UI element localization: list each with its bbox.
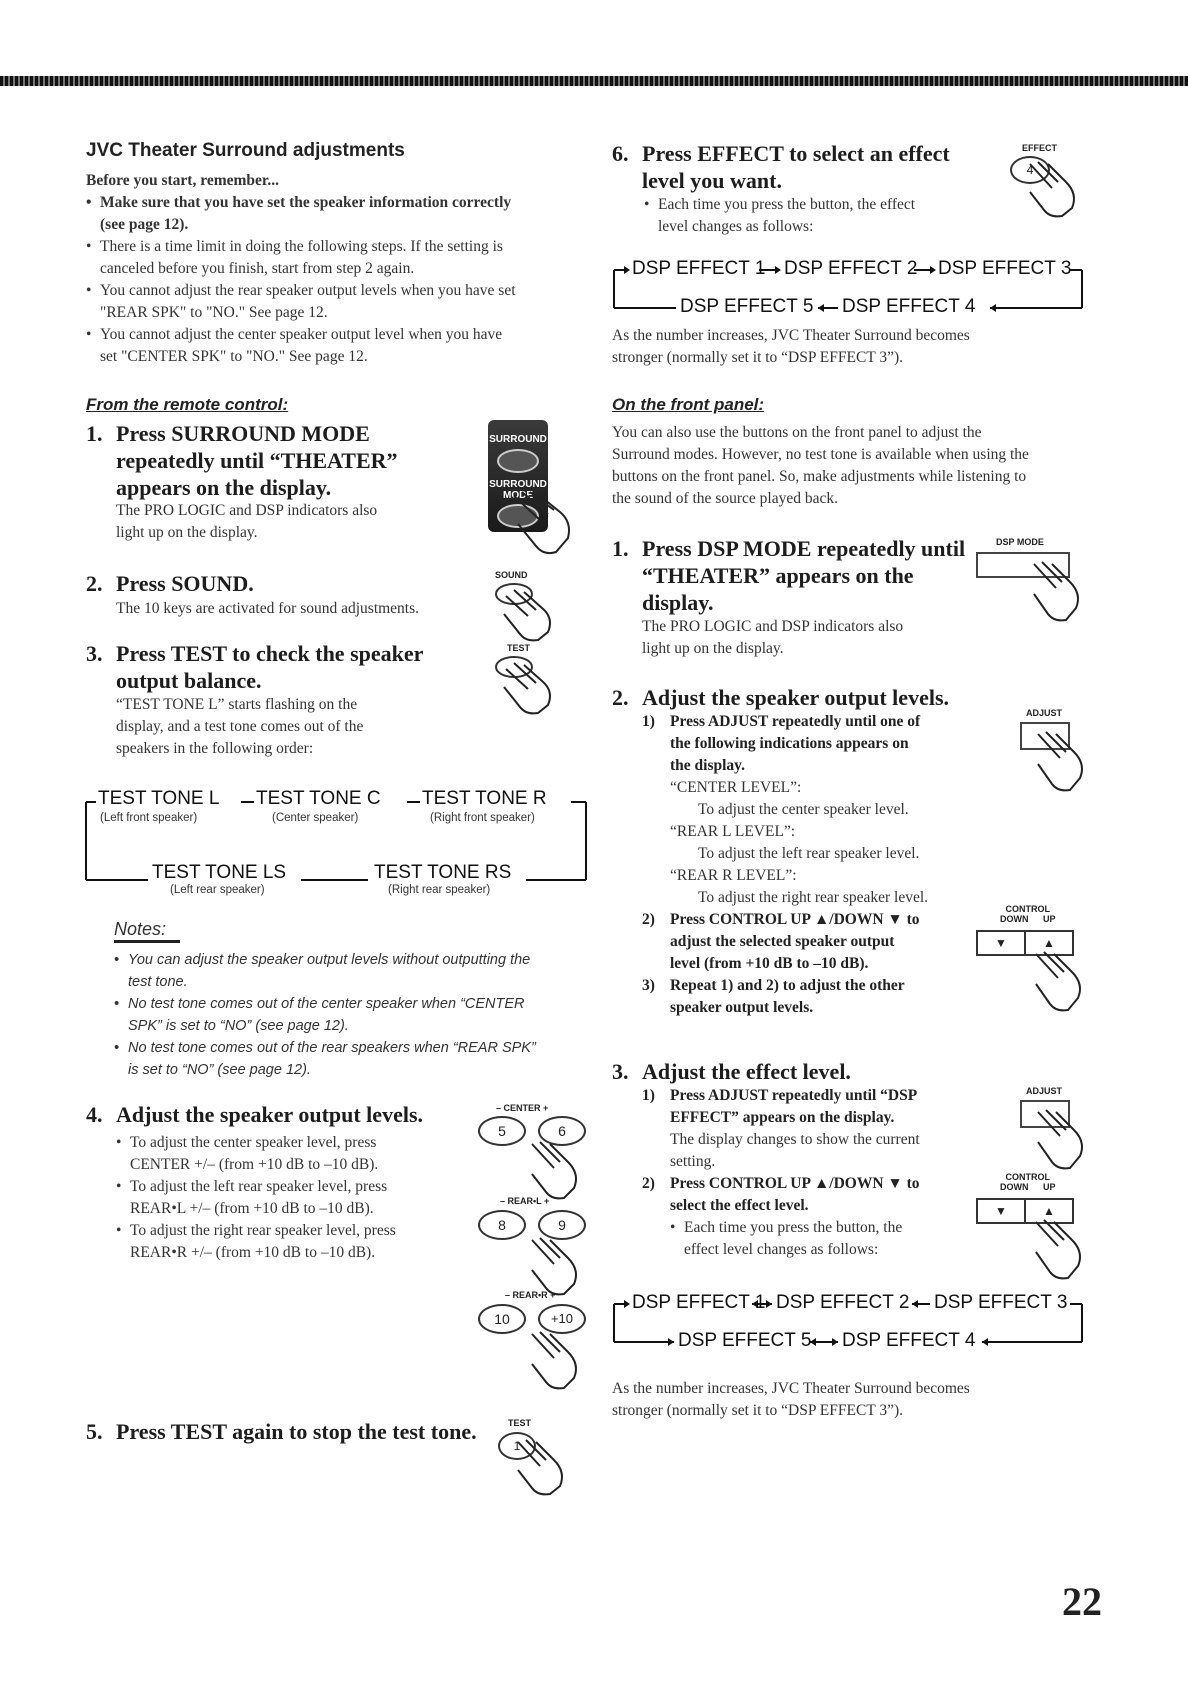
step-1 bbox=[86, 420, 486, 501]
front-step-3-sub-2: 2) Press CONTROL UP ▲/DOWN ▼ to select the effect level. bbox=[642, 1175, 920, 1214]
step-1-line-2: repeatedly until “THEATER” bbox=[116, 448, 398, 473]
indications-list: “CENTER LEVEL”: To adjust the center speaker level. “REAR L LEVEL”: To adjust the left rear speaker level. “REAR R LEVEL”: To adjust the right rear speaker level. bbox=[670, 779, 929, 906]
step-6 bbox=[612, 140, 992, 194]
bullet-3-cont: "REAR SPK" to "NO." See page 12. bbox=[100, 304, 328, 321]
dsp-effect-1: DSP EFFECT 1 bbox=[632, 258, 766, 279]
control-up-icon-2: ▲ bbox=[1043, 1204, 1055, 1218]
control-down-icon: ▼ bbox=[978, 932, 1026, 954]
test-tone-l: TEST TONE L bbox=[98, 788, 220, 809]
center-plus-key: 6 bbox=[538, 1116, 586, 1146]
effect-label: EFFECT bbox=[1022, 143, 1057, 153]
after-flow-text: As the number increases, JVC Theater Surround becomes stronger (normally set it to “DSP EFFECT 3”). bbox=[612, 327, 970, 366]
bullet-4: • You cannot adjust the center speaker output level when you have bbox=[86, 324, 586, 346]
note-1: • You can adjust the speaker output levels without outputting the bbox=[114, 949, 584, 971]
test-tone-c-sub: (Center speaker) bbox=[272, 812, 359, 824]
dsp-effect-4b: DSP EFFECT 4 bbox=[842, 1330, 976, 1351]
center-minus-key: 5 bbox=[478, 1116, 526, 1146]
front-step-1-body: The PRO LOGIC and DSP indicators also light up on the display. bbox=[642, 618, 904, 657]
dsp-effect-flow-2 bbox=[612, 1290, 1112, 1350]
bullet-4-cont: set "CENTER SPK" to "NO." See page 12. bbox=[100, 348, 368, 365]
step-1-num: 1. bbox=[86, 421, 103, 446]
page-number: 22 bbox=[1062, 1579, 1102, 1624]
front-step-2-title: Adjust the speaker output levels. bbox=[642, 685, 950, 710]
test-label: TEST bbox=[507, 643, 531, 653]
control-down-icon-2: ▼ bbox=[978, 1200, 1026, 1222]
step-6-line-1: Press EFFECT to select an effect bbox=[642, 141, 950, 166]
test-tone-rs: TEST TONE RS bbox=[374, 862, 512, 883]
remote-heading: From the remote control: bbox=[86, 395, 289, 414]
front-step-3-sub-1: 1) Press ADJUST repeatedly until “DSP EFFECT” appears on the display. bbox=[642, 1087, 918, 1126]
effect-key-icon: 4 bbox=[1010, 156, 1050, 184]
test-hand-icon bbox=[492, 655, 562, 717]
control-label-2: CONTROL DOWN UP bbox=[1000, 1172, 1056, 1192]
dsp-effect-5b: DSP EFFECT 5 bbox=[678, 1330, 812, 1351]
top-rule bbox=[0, 76, 1188, 86]
step-5-title: Press TEST again to stop the test tone. bbox=[116, 1419, 477, 1444]
test-tone-rs-sub: (Right rear speaker) bbox=[388, 884, 491, 896]
note-3-cont: is set to “NO” (see page 12). bbox=[128, 1062, 311, 1078]
step-2-body: The 10 keys are activated for sound adjustments. bbox=[116, 600, 420, 617]
step-6-body: • Each time you press the button, the effect level changes as follows: bbox=[644, 194, 915, 238]
surround-mode-label: SURROUND MODE bbox=[489, 479, 547, 501]
step-1-line-1: Press SURROUND MODE bbox=[116, 421, 370, 446]
rear-r-label: – REAR•R + bbox=[505, 1290, 556, 1300]
before-start: Before you start, remember... bbox=[86, 172, 279, 189]
test-tone-r-sub: (Right front speaker) bbox=[430, 812, 535, 824]
sound-hand-icon bbox=[492, 582, 562, 644]
front-step-2-sub-1: 1) Press ADJUST repeatedly until one of the following indications appears on the display. bbox=[642, 713, 921, 774]
test-tone-flow bbox=[86, 786, 586, 896]
front-step-3 bbox=[612, 1058, 851, 1085]
dsp-effect-2b: DSP EFFECT 2 bbox=[776, 1292, 910, 1313]
step-1-body: The PRO LOGIC and DSP indicators also light up on the display. bbox=[116, 502, 378, 541]
step-2 bbox=[86, 570, 254, 597]
notes-heading: Notes: bbox=[114, 918, 180, 943]
adjust-label-2: ADJUST bbox=[1026, 1086, 1063, 1096]
dsp-mode-label: DSP MODE bbox=[996, 537, 1044, 547]
hand-pointer-icon bbox=[510, 490, 580, 560]
bullet-2: • There is a time limit in doing the following steps. If the setting is bbox=[86, 236, 586, 258]
note-1-cont: test tone. bbox=[128, 974, 188, 990]
control-hand-icon-2 bbox=[1032, 1218, 1088, 1284]
bullet-3: • You cannot adjust the rear speaker output levels when you have set bbox=[86, 280, 586, 302]
front-panel-heading: On the front panel: bbox=[612, 395, 765, 414]
rear-l-plus-key: 9 bbox=[538, 1210, 586, 1240]
bullet-1-cont: (see page 12). bbox=[100, 216, 189, 233]
bullet-2-cont: canceled before you finish, start from step 2 again. bbox=[100, 260, 415, 277]
center-hand-icon bbox=[528, 1140, 584, 1204]
left-intro bbox=[86, 140, 586, 368]
surround-button-icon bbox=[497, 449, 539, 473]
dsp-effect-2: DSP EFFECT 2 bbox=[784, 258, 918, 279]
step-2-num: 2. bbox=[86, 571, 103, 596]
step-6-num: 6. bbox=[612, 141, 629, 166]
test-label-2: TEST bbox=[508, 1418, 532, 1428]
front-step-2-sub-3: 3) Repeat 1) and 2) to adjust the other speaker output levels. bbox=[642, 977, 905, 1016]
front-step-3-sub-1-body: The display changes to show the current setting. bbox=[670, 1131, 920, 1170]
section-title: JVC Theater Surround adjustments bbox=[86, 140, 405, 161]
bullet-1: • Make sure that you have set the speaker information correctly bbox=[86, 192, 586, 214]
step-3 bbox=[86, 640, 486, 694]
dsp-effect-1b: DSP EFFECT 1 bbox=[632, 1292, 766, 1313]
test-tone-ls: TEST TONE LS bbox=[152, 862, 287, 883]
front-step-1-line-1: Press DSP MODE repeatedly until bbox=[642, 536, 966, 561]
rear-r-hand-icon bbox=[528, 1330, 584, 1394]
step-4-num: 4. bbox=[86, 1102, 103, 1127]
rear-l-label: – REAR•L + bbox=[500, 1196, 550, 1206]
dsp-effect-5: DSP EFFECT 5 bbox=[680, 296, 814, 317]
control-hand-icon bbox=[1032, 950, 1088, 1016]
front-step-1 bbox=[612, 535, 992, 616]
front-step-2 bbox=[612, 684, 949, 711]
test-tone-c: TEST TONE C bbox=[256, 788, 381, 809]
dsp-effect-3: DSP EFFECT 3 bbox=[938, 258, 1072, 279]
rear-l-minus-key: 8 bbox=[478, 1210, 526, 1240]
step-6-line-2: level you want. bbox=[642, 168, 782, 193]
step-2-title: Press SOUND. bbox=[116, 571, 254, 596]
note-3: • No test tone comes out of the rear speakers when “REAR SPK” bbox=[114, 1037, 584, 1059]
rear-r-plus-key: +10 bbox=[538, 1304, 586, 1334]
front-step-3-num: 3. bbox=[612, 1059, 629, 1084]
test-key-icon: 1 bbox=[498, 1432, 536, 1460]
adjust-hand-icon bbox=[1034, 730, 1090, 796]
front-step-3-sub-2-body: • Each time you press the button, the effect level changes as follows: bbox=[670, 1217, 902, 1261]
dsp-effect-3b: DSP EFFECT 3 bbox=[934, 1292, 1068, 1313]
control-up-icon: ▲ bbox=[1043, 936, 1055, 950]
control-label: CONTROL DOWN UP bbox=[1000, 904, 1056, 924]
front-step-2-num: 2. bbox=[612, 685, 629, 710]
front-step-1-line-2: “THEATER” appears on the bbox=[642, 563, 914, 588]
test-hand-icon-2 bbox=[514, 1438, 570, 1498]
center-label: – CENTER + bbox=[496, 1103, 549, 1113]
note-2: • No test tone comes out of the center speaker when “CENTER bbox=[114, 993, 584, 1015]
effect-hand-icon bbox=[1026, 160, 1082, 220]
step-4-body: • To adjust the center speaker level, press CENTER +/– (from +10 dB to –10 dB). • To adjust the left rear speaker level, press REAR•L +/– (from +10 dB to –10 dB). • To adjust the right rear speaker level, press REAR•R +/– (from +10 dB to –10 dB). bbox=[116, 1132, 476, 1264]
front-step-3-title: Adjust the effect level. bbox=[642, 1059, 851, 1084]
surround-label: SURROUND bbox=[489, 434, 547, 445]
step-4-title: Adjust the speaker output levels. bbox=[116, 1102, 424, 1127]
step-1-line-3: appears on the display. bbox=[116, 475, 332, 500]
step-4 bbox=[86, 1101, 423, 1128]
test-tone-ls-sub: (Left rear speaker) bbox=[170, 884, 265, 896]
front-step-1-line-3: display. bbox=[642, 590, 714, 615]
front-panel-body: You can also use the buttons on the front panel to adjust the Surround modes. However, no test tone is available when using the buttons on the front panel. So, make adjustments while listening to the sound of the source played back. bbox=[612, 424, 1029, 507]
adjust-hand-icon-2 bbox=[1034, 1108, 1090, 1174]
note-2-cont: SPK” is set to “NO” (see page 12). bbox=[128, 1018, 349, 1034]
sound-label: SOUND bbox=[495, 570, 528, 580]
test-tone-r: TEST TONE R bbox=[422, 788, 547, 809]
front-step-1-num: 1. bbox=[612, 536, 629, 561]
step-3-num: 3. bbox=[86, 641, 103, 666]
dsp-effect-4: DSP EFFECT 4 bbox=[842, 296, 976, 317]
rear-r-minus-key: 10 bbox=[478, 1304, 526, 1334]
dsp-effect-flow bbox=[612, 256, 1112, 316]
adjust-label: ADJUST bbox=[1026, 708, 1063, 718]
dsp-mode-hand-icon bbox=[1030, 560, 1086, 626]
step-3-body: “TEST TONE L” starts flashing on the display, and a test tone comes out of the speakers in the following order: bbox=[116, 696, 364, 757]
front-step-2-sub-2: 2) Press CONTROL UP ▲/DOWN ▼ to adjust the selected speaker output level (from +10 dB to –10 dB). bbox=[642, 911, 920, 972]
after-flow-text-2: As the number increases, JVC Theater Surround becomes stronger (normally set it to “DSP EFFECT 3”). bbox=[612, 1380, 970, 1419]
notes bbox=[114, 918, 584, 1081]
step-5 bbox=[86, 1418, 477, 1445]
step-3-line-1: Press TEST to check the speaker bbox=[116, 641, 424, 666]
step-5-num: 5. bbox=[86, 1419, 103, 1444]
test-tone-l-sub: (Left front speaker) bbox=[100, 812, 198, 824]
step-3-line-2: output balance. bbox=[116, 668, 262, 693]
